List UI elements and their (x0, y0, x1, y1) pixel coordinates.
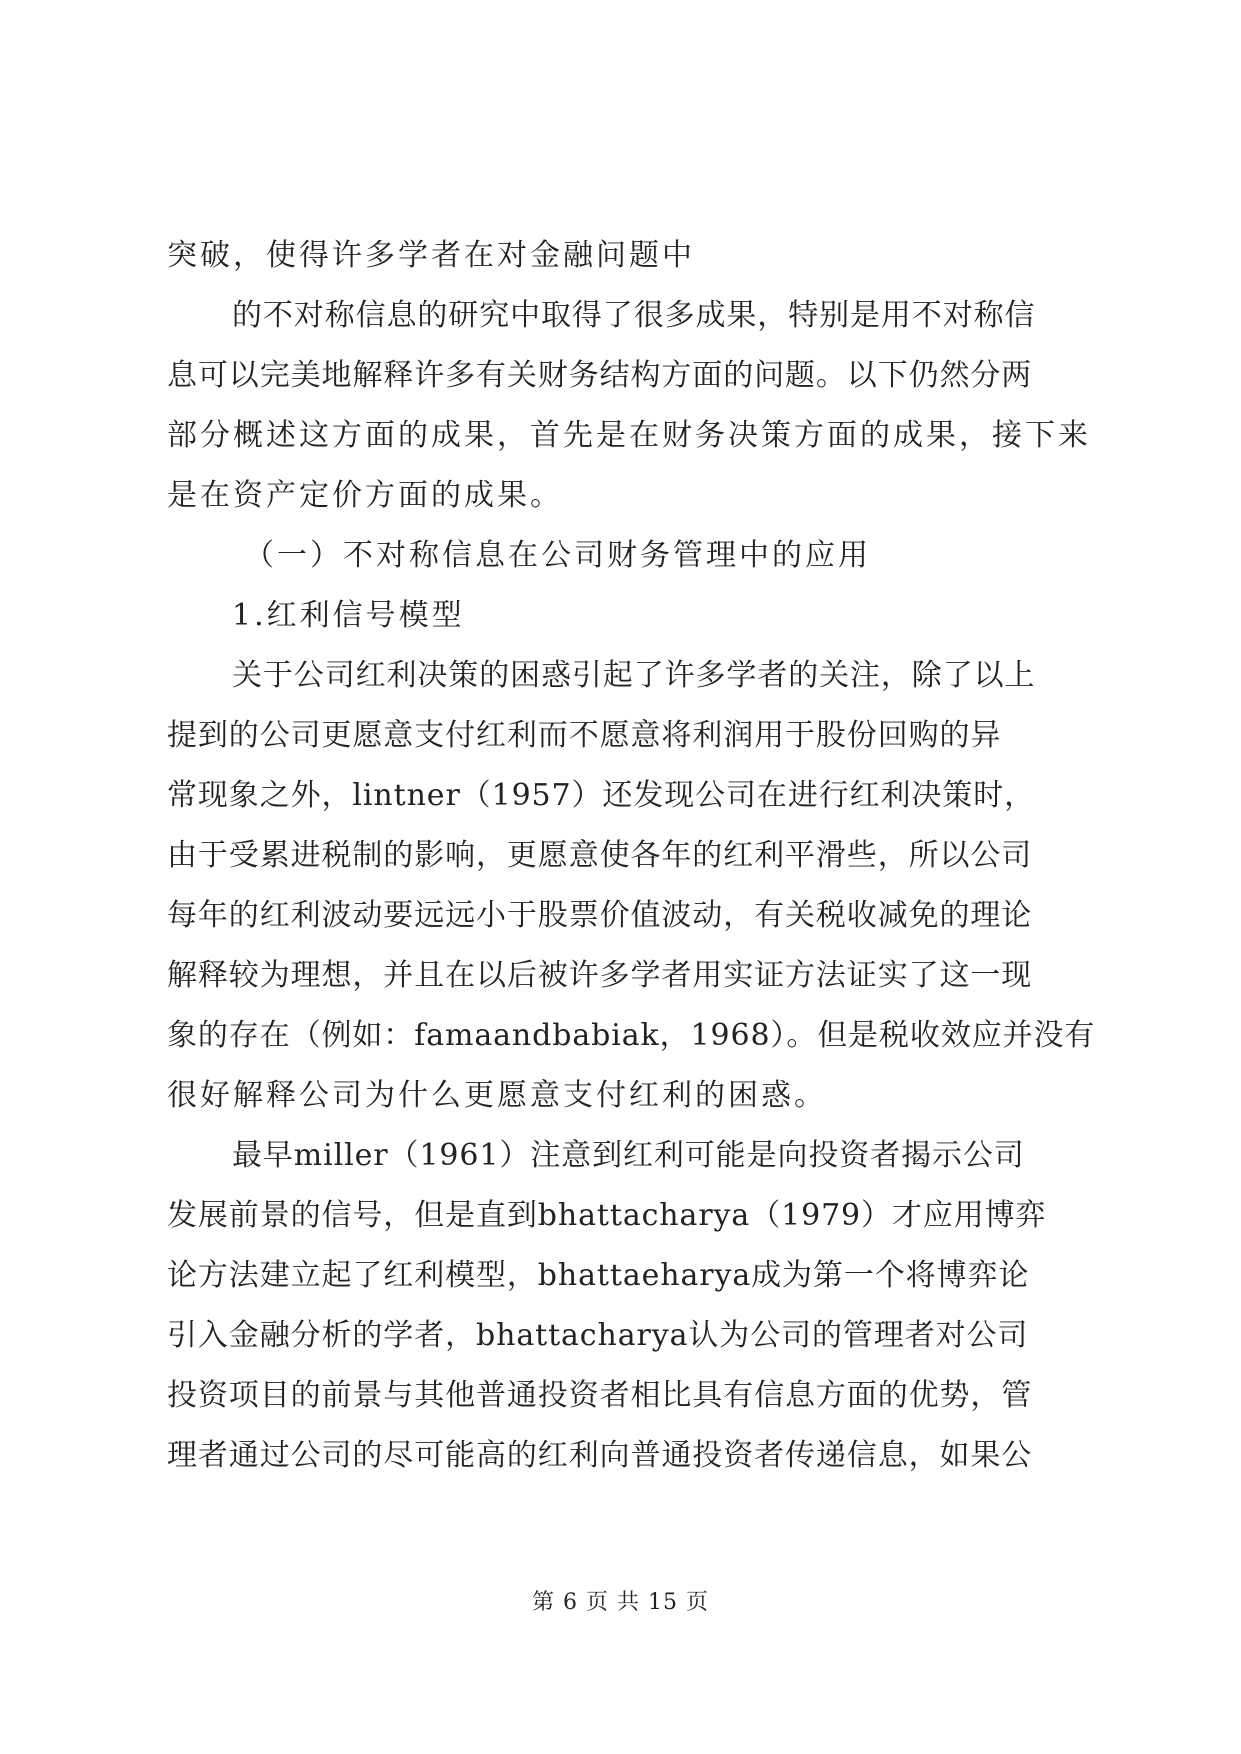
text-line-19: 引入金融分析的学者，bhattacharya认为公司的管理者对公司 (167, 1318, 1029, 1353)
text-line-17: 发展前景的信号，但是直到bhattacharya（1979）才应用博弈 (167, 1198, 1047, 1233)
text-line-15: 很好解释公司为什么更愿意支付红利的困惑。 (167, 1078, 827, 1113)
text-line-2: 的不对称信息的研究中取得了很多成果，特别是用不对称信 (232, 298, 1036, 333)
subsection-heading: 1.红利信号模型 (232, 598, 465, 633)
text-line-4: 部分概述这方面的成果，首先是在财务决策方面的成果，接下来 (167, 418, 1091, 453)
text-line-5: 是在资产定价方面的成果。 (167, 478, 563, 513)
text-line-20: 投资项目的前景与其他普通投资者相比具有信息方面的优势，管 (167, 1378, 1033, 1413)
text-line-1: 突破，使得许多学者在对金融问题中 (167, 238, 695, 273)
section-heading: （一）不对称信息在公司财务管理中的应用 (244, 538, 871, 573)
text-line-16: 最早miller（1961）注意到红利可能是向投资者揭示公司 (232, 1138, 1025, 1173)
page-footer (0, 1588, 1241, 1618)
text-line-10: 常现象之外，lintner（1957）还发现公司在进行红利决策时， (167, 778, 1036, 813)
text-line-18: 论方法建立起了红利模型，bhattaeharya成为第一个将博弈论 (167, 1258, 1030, 1293)
text-line-8: 关于公司红利决策的困惑引起了许多学者的关注，除了以上 (232, 658, 1036, 693)
text-line-14: 象的存在（例如：famaandbabiak，1968）。但是税收效应并没有 (167, 1018, 1096, 1053)
text-line-21: 理者通过公司的尽可能高的红利向普通投资者传递信息，如果公 (167, 1438, 1033, 1473)
text-line-3: 息可以完美地解释许多有关财务结构方面的问题。以下仍然分两 (167, 358, 1033, 393)
text-line-9: 提到的公司更愿意支付红利而不愿意将利润用于股份回购的异 (167, 718, 1002, 753)
text-line-12: 每年的红利波动要远远小于股票价值波动，有关税收减免的理论 (167, 898, 1033, 933)
text-line-11: 由于受累进税制的影响，更愿意使各年的红利平滑些，所以公司 (167, 838, 1033, 873)
text-line-13: 解释较为理想，并且在以后被许多学者用实证方法证实了这一现 (167, 958, 1033, 993)
page-number-label: 第 6 页 共 15 页 (532, 1590, 709, 1615)
